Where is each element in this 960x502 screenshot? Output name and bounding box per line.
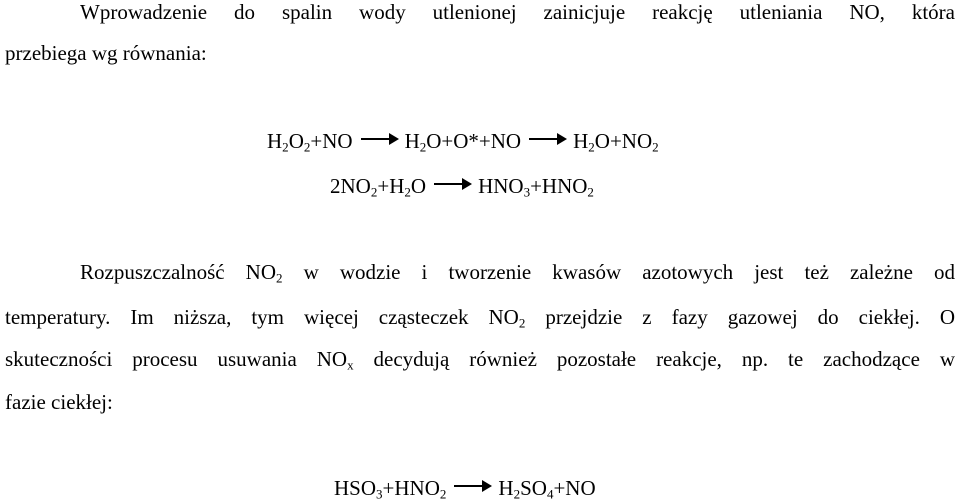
eq2-term: +H xyxy=(377,174,405,198)
eq2-sub: 2 xyxy=(404,184,411,200)
p2-sub: x xyxy=(347,357,354,373)
eq3-term: HSO xyxy=(334,476,377,500)
p2-text: decydują również pozostałe reakcje, np. te zachodzące w xyxy=(353,347,955,371)
arrow-right-icon xyxy=(432,178,472,190)
eq1-o: O xyxy=(288,129,304,153)
paragraph-2-line-1 xyxy=(80,260,955,286)
paragraph-1-line-1: Wprowadzenie do spalin wody utlenionej zainicjuje reakcję utleniania NO, która xyxy=(80,0,955,24)
eq3-term: +HNO xyxy=(382,476,440,500)
eq3-sub: 2 xyxy=(513,486,521,502)
eq1-term: +NO xyxy=(310,129,353,153)
eq3-h: H xyxy=(498,476,514,500)
paragraph-1-line-2: przebiega wg równania: xyxy=(5,41,207,65)
eq3-sub: 3 xyxy=(376,486,383,502)
eq3-term: +NO xyxy=(553,476,596,500)
p2-text: w wodzie i tworzenie kwasów azotowych jest też zależne od xyxy=(282,260,955,284)
p2-text: Rozpuszczalność NO xyxy=(80,260,277,284)
eq1-sub: 2 xyxy=(303,139,311,155)
p2-text: skuteczności procesu usuwania NO xyxy=(5,347,348,371)
p2-text: temperatury. Im niższa, tym więcej cząsteczek NO xyxy=(5,305,519,329)
eq2-sub: 2 xyxy=(370,184,378,200)
eq1-h: H xyxy=(267,129,283,153)
eq3-sub: 4 xyxy=(546,486,554,502)
arrow-right-icon xyxy=(452,480,492,492)
eq1-sub: 2 xyxy=(652,139,659,155)
eq2-term: +HNO xyxy=(530,174,588,198)
eq2-term: O xyxy=(410,174,427,198)
eq3-term: SO xyxy=(520,476,547,500)
eq1-sub: 2 xyxy=(282,139,289,155)
p2-sub: 2 xyxy=(276,270,283,286)
eq1-sub: 2 xyxy=(588,139,595,155)
paragraph-2-line-2 xyxy=(5,305,955,331)
equation-1 xyxy=(267,129,659,155)
eq3-sub: 2 xyxy=(439,486,447,502)
equation-2 xyxy=(330,174,594,200)
eq1-term: O+O*+NO xyxy=(426,129,522,153)
eq1-sub: 2 xyxy=(419,139,427,155)
paragraph-2-line-3 xyxy=(5,347,955,373)
paragraph-2-line-4: fazie ciekłej: xyxy=(5,390,113,414)
p2-sub: 2 xyxy=(518,315,526,331)
eq1-h: H xyxy=(573,129,589,153)
eq2-sub: 2 xyxy=(587,184,594,200)
eq1-h: H xyxy=(404,129,420,153)
eq2-term: HNO xyxy=(478,174,524,198)
equation-3 xyxy=(334,476,596,502)
eq2-sub: 3 xyxy=(523,184,531,200)
eq2-term: 2NO xyxy=(330,174,371,198)
eq1-term: O+NO xyxy=(594,129,653,153)
arrow-right-icon xyxy=(527,133,567,145)
arrow-right-icon xyxy=(359,133,399,145)
p2-text: przejdzie z fazy gazowej do ciekłej. O xyxy=(525,305,955,329)
